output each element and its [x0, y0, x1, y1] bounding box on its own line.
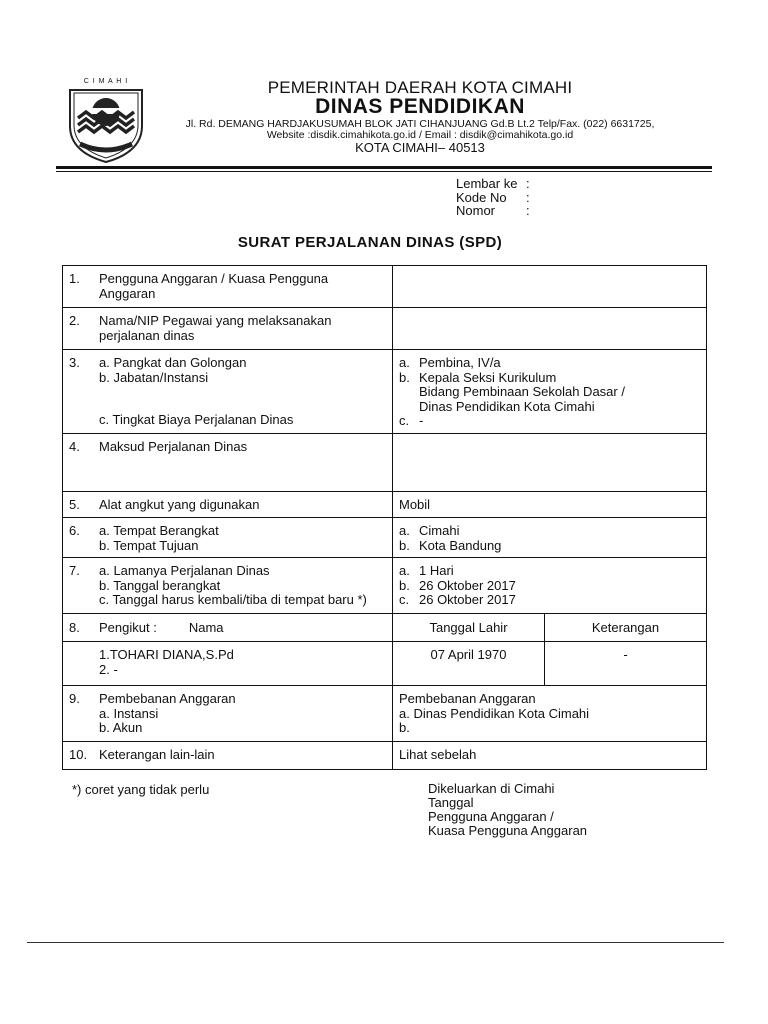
spd-table [62, 265, 707, 770]
issued-date: Tanggal [428, 795, 474, 810]
agency-name: DINAS PENDIDIKAN [315, 95, 525, 118]
row2-value-cell [393, 308, 707, 350]
row10-value-cell: Lihat sebelah [393, 742, 707, 770]
row9-value-cell: Pembebanan Anggaran a. Dinas Pendidikan Kota Cimahi b. [393, 686, 707, 742]
row7-label-cell: 7. a. Lamanya Perjalanan Dinas b. Tanggal berangkat c. Tanggal harus kembali/tiba di tempat baru *) [63, 558, 393, 614]
table-row [63, 518, 707, 558]
agency-website: Website :disdik.cimahikota.go.id / Email : disdik@cimahikota.go.id [266, 129, 574, 141]
agency-city: KOTA CIMAHI– 40513 [355, 140, 485, 155]
government-name: PEMERINTAH DAERAH KOTA CIMAHI [267, 78, 573, 97]
table-row [63, 308, 707, 350]
signature-block [428, 782, 587, 838]
table-row [63, 742, 707, 770]
meta-nomor: Nomor : [456, 203, 530, 218]
table-row [63, 642, 707, 686]
row8-note-cell: - [545, 642, 707, 686]
row8-label-cell: 8. Pengikut : Nama [63, 614, 393, 642]
row8-dob-header: Tanggal Lahir [393, 614, 545, 642]
cimahi-city-logo [66, 78, 146, 164]
row9-label-cell: 9. Pembebanan Anggaran a. Instansi b. Akun [63, 686, 393, 742]
row10-label-cell: 10. Keterangan lain-lain [63, 742, 393, 770]
row8-note-header: Keterangan [545, 614, 707, 642]
row4-value-cell [393, 434, 707, 492]
row7-value-cell: a. 1 Hari b. 26 Oktober 2017 c. 26 Oktober 2017 [393, 558, 707, 614]
footnote: *) coret yang tidak perlu [72, 782, 210, 797]
row8-persons-cell: 1.TOHARI DIANA,S.Pd 2. - [63, 642, 393, 686]
row8-dob-cell: 07 April 1970 [393, 642, 545, 686]
signer-role-line1: Pengguna Anggaran / [428, 809, 554, 824]
row3-label-cell: 3. a. Pangkat dan Golongan b. Jabatan/Instansi c. Tingkat Biaya Perjalanan Dinas [63, 350, 393, 434]
row2-label-cell: 2. Nama/NIP Pegawai yang melaksanakan perjalanan dinas [63, 308, 393, 350]
table-row [63, 434, 707, 492]
row6-value-cell: a. Cimahi b. Kota Bandung [393, 518, 707, 558]
row4-label-cell: 4. Maksud Perjalanan Dinas [63, 434, 393, 492]
document-title: SURAT PERJALANAN DINAS (SPD) [237, 234, 503, 251]
table-row [63, 558, 707, 614]
row1-value-cell [393, 266, 707, 308]
agency-address: Jl. Rd. DEMANG HARDJAKUSUMAH BLOK JATI CIHANJUANG Gd.B Lt.2 Telp/Fax. (022) 6631725, [185, 118, 655, 130]
bottom-divider [27, 942, 724, 943]
row5-value-cell: Mobil [393, 492, 707, 518]
meta-lembar: Lembar ke : [456, 176, 530, 191]
logo-city-label: C I M A H I [83, 78, 129, 85]
header-divider-thin [56, 171, 712, 172]
row5-label-cell: 5. Alat angkut yang digunakan [63, 492, 393, 518]
signer-role-line2: Kuasa Pengguna Anggaran [428, 823, 588, 838]
table-row [63, 350, 707, 434]
row6-label-cell: 6. a. Tempat Berangkat b. Tempat Tujuan [63, 518, 393, 558]
table-row [63, 686, 707, 742]
row3-value-cell: a. Pembina, IV/a b. Kepala Seksi Kurikulum Bidang Pembinaan Sekolah Dasar / Dinas Pendidikan Kota Cimahi c. - [393, 350, 707, 434]
row1-label-cell: 1. Pengguna Anggaran / Kuasa Pengguna Anggaran [63, 266, 393, 308]
table-row [63, 266, 707, 308]
header-divider-thick [56, 166, 712, 169]
table-row [63, 614, 707, 642]
table-row [63, 492, 707, 518]
meta-kode: Kode No : [456, 190, 530, 205]
issued-place: Dikeluarkan di Cimahi [428, 781, 555, 796]
